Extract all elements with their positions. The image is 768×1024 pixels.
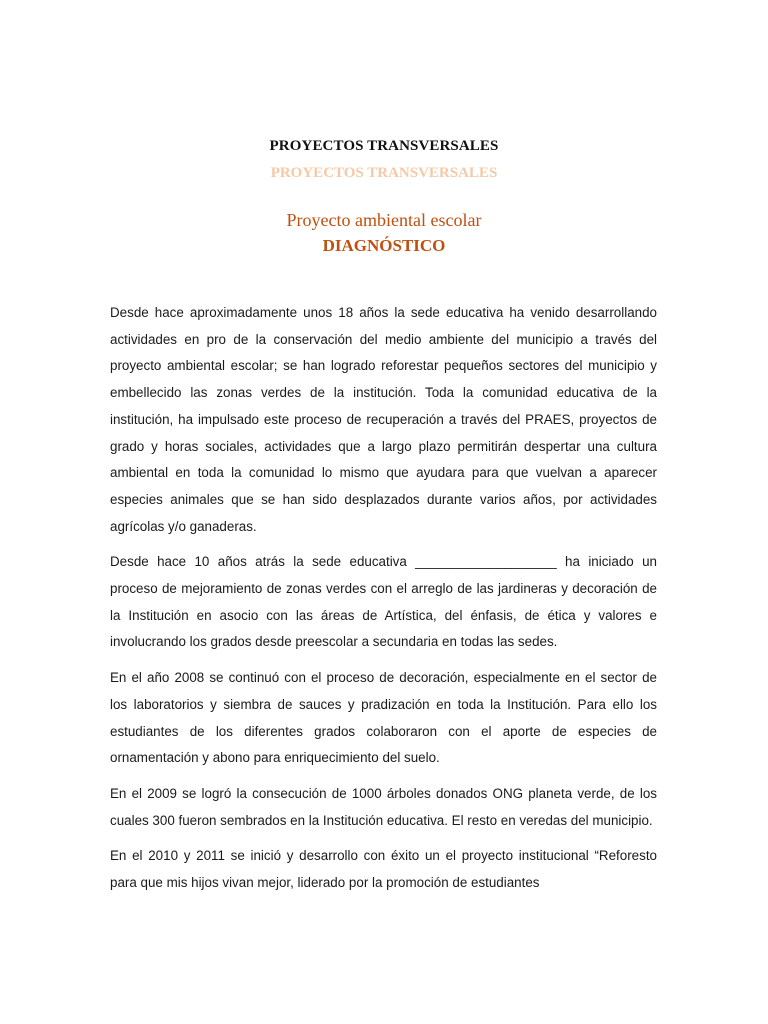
paragraph: En el 2009 se logró la consecución de 1000 árboles donados ONG planeta verde, de los cuales 300 fueron sembrados en la Institución educativa. El resto en veredas del municipio.	[110, 785, 657, 828]
paragraph: En el 2010 y 2011 se inició y desarrollo con éxito un el proyecto institucional “Reforesto para que mis hijos vivan mejor, liderado por la promoción de estudiantes	[110, 848, 657, 891]
document-body	[110, 300, 657, 906]
paragraph: En el año 2008 se continuó con el proceso de decoración, especialmente en el sector de los laboratorios y siembra de sauces y pradización en toda la Institución. Para ello los estudiantes de los diferentes grados colaboraron con el aporte de especies de ornamentación y abono para enriquecimiento del suelo.	[110, 670, 657, 766]
section-heading: DIAGNÓSTICO	[322, 236, 446, 255]
paragraph: Desde hace aproximadamente unos 18 años la sede educativa ha venido desarrollando actividades en pro de la conservación del medio ambiente del municipio a través del proyecto ambiental escolar; se han logrado reforestar pequeños sectores del municipio y embellecido las zonas verdes de la institución. Toda la comunidad educativa de la institución, ha impulsado este proceso de recuperación a través del PRAES, proyectos de grado y horas sociales, actividades que a largo plazo permitirán despertar una cultura ambiental en toda la comunidad lo mismo que ayudara para que vuelvan a aparecer especies animales que se han sido desplazados durante varios años, por actividades agrícolas y/o ganaderas.	[110, 305, 657, 534]
paragraph: Desde hace 10 años atrás la sede educativa ___________________ ha iniciado un proceso de mejoramiento de zonas verdes con el arreglo de las jardineras y decoración de la Institución en asocio con las áreas de Artística, del énfasis, de ética y valores e involucrando los grados desde preescolar a secundaria en todas las sedes.	[110, 554, 657, 650]
document-title-repeat: PROYECTOS TRANSVERSALES	[270, 165, 498, 181]
document-subtitle: Proyecto ambiental escolar	[286, 210, 482, 230]
document-title: PROYECTOS TRANSVERSALES	[269, 138, 499, 154]
